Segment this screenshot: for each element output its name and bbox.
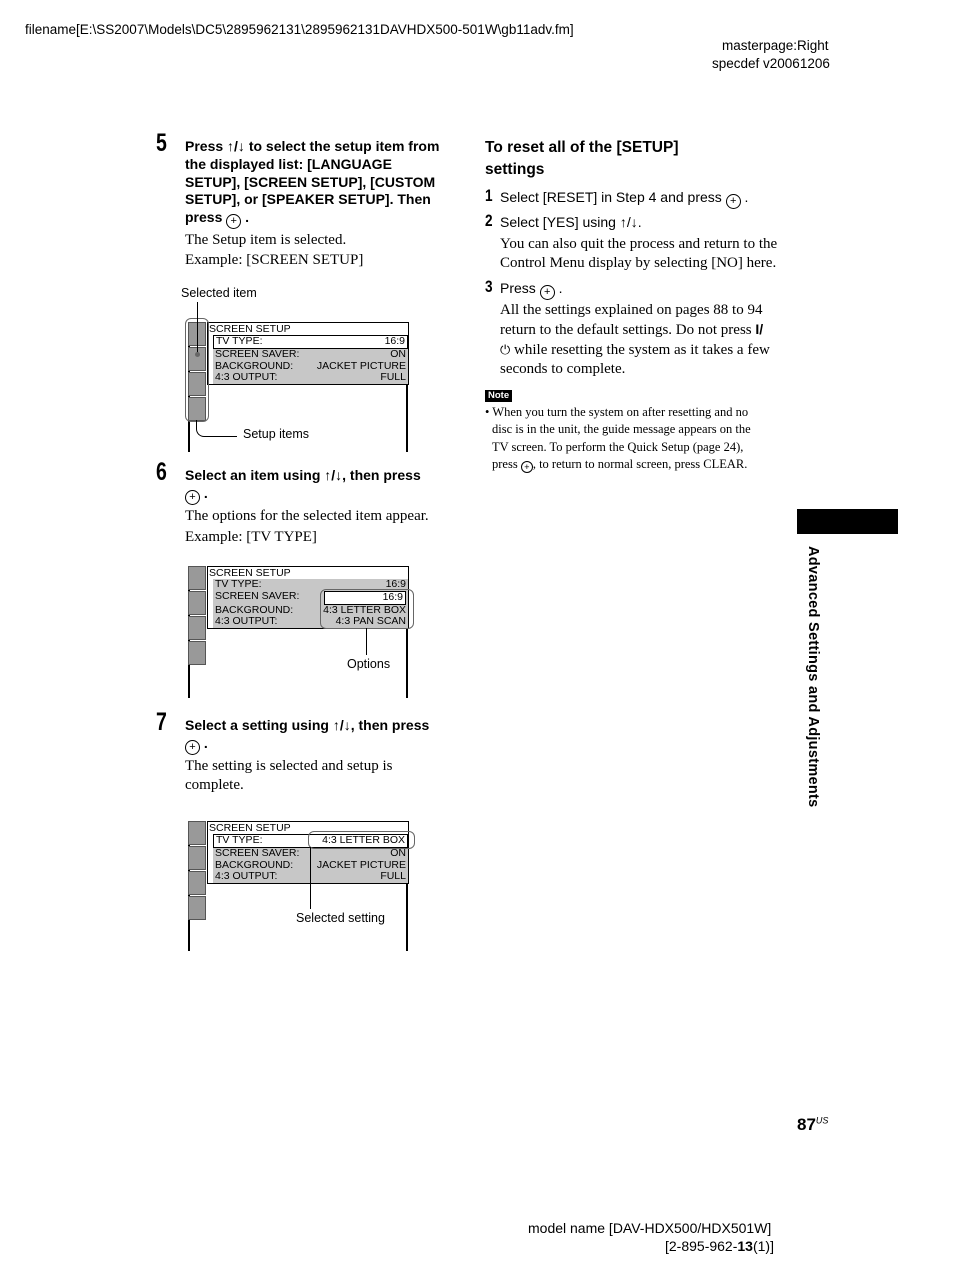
- step7-body-line: The setting is selected and setup is: [185, 758, 393, 774]
- row-label: TV TYPE:: [215, 578, 262, 590]
- step7-body: [185, 757, 392, 795]
- reset-heading: [485, 137, 679, 181]
- header-filename: filename[E:\SS2007\Models\DC5\2895962131\2895962131DAVHDX500-501W\gb11adv.fm]: [25, 22, 574, 37]
- menu-row: [213, 372, 408, 384]
- callout-line: [366, 628, 367, 655]
- reset-step1-number: 1: [485, 186, 493, 205]
- row-value: JACKET PICTURE: [316, 359, 406, 372]
- enter-icon: +: [226, 214, 241, 229]
- step7-title-line: Select a setting using ↑/↓, then press: [185, 717, 430, 733]
- reset-step3-text: Press + .: [500, 280, 563, 298]
- row-value: 4:3 LETTER BOX: [322, 834, 405, 846]
- row-label: TV TYPE:: [216, 834, 263, 846]
- section-title-vertical: Advanced Settings and Adjustments: [805, 546, 821, 808]
- step6-title: Select an item using ↑/↓, then press + .: [185, 467, 465, 505]
- note-line: , to return to normal screen, press CLEAR.: [532, 456, 748, 471]
- step5-number: 5: [156, 129, 167, 157]
- part-no-prefix: [2-895-962-: [665, 1238, 738, 1254]
- enter-icon: +: [540, 285, 555, 300]
- header-specdef: specdef v20061206: [712, 56, 830, 71]
- page-number: [797, 1115, 828, 1135]
- enter-icon: +: [726, 194, 741, 209]
- callout-line: [196, 420, 237, 437]
- row-value: 16:9: [385, 578, 406, 590]
- row-label: BACKGROUND:: [215, 858, 294, 871]
- setup-tab: [188, 566, 206, 590]
- step7-title: Select a setting using ↑/↓, then press + .: [185, 717, 465, 755]
- reset-step3-label: Press: [500, 280, 536, 296]
- power-icon: ⏻: [500, 342, 511, 357]
- row-value: FULL: [380, 371, 406, 384]
- option-value: 4:3 LETTER BOX: [323, 603, 406, 616]
- row-label: 4:3 OUTPUT:: [215, 870, 278, 883]
- reset-step3-body-line: while resetting the system as it takes a few: [514, 342, 770, 358]
- step5-title: Press ↑/↓ to select the setup item from the displayed list: [LANGUAGE SETUP], [SCREEN SETUP], [CUSTOM SETUP], or [SPEAKER SETUP]. Then press + .: [185, 138, 465, 229]
- step7-body-line: complete.: [185, 777, 244, 793]
- caption-setup-items: Setup items: [243, 427, 310, 441]
- reset-step2-number: 2: [485, 211, 493, 230]
- callout-dot: [195, 352, 200, 357]
- setup-tab: [188, 616, 206, 640]
- menu-title: SCREEN SETUP: [209, 822, 291, 834]
- setup-tab: [188, 821, 206, 845]
- setup-tab: [188, 591, 206, 615]
- note-text: [485, 404, 751, 473]
- step7-number: 7: [156, 708, 167, 736]
- note-label: Note: [485, 390, 512, 402]
- row-value: 16:9: [384, 335, 405, 347]
- setup-tab: [188, 641, 206, 665]
- selected-setting-highlight: [308, 831, 415, 849]
- step5-title-line: SETUP], [SCREEN SETUP], [CUSTOM: [185, 173, 436, 190]
- reset-step2-body-line: Control Menu display by selecting [NO] here.: [500, 255, 777, 271]
- reset-step3-body-line: All the settings explained on pages 88 to 94: [500, 302, 763, 318]
- caption-selected-item: Selected item: [181, 286, 257, 300]
- step5-title-line: the displayed list: [LANGUAGE: [185, 155, 392, 172]
- row-label: SCREEN SAVER:: [215, 347, 300, 360]
- part-no-suffix: (1)]: [752, 1238, 774, 1254]
- reset-step2-body-line: You can also quit the process and return to the: [500, 236, 778, 252]
- option-selected: 16:9: [324, 591, 406, 605]
- row-value: FULL: [380, 870, 406, 883]
- footer-model-name: model name [DAV-HDX500/HDX501W]: [528, 1220, 772, 1236]
- setup-item-tabs: [188, 566, 206, 666]
- step6-body-line: The options for the selected item appear.: [185, 508, 429, 524]
- part-no-bold: 13: [737, 1238, 753, 1254]
- section-tab-marker: [797, 509, 898, 534]
- row-value: JACKET PICTURE: [316, 858, 406, 871]
- reset-step1-label: Select [RESET] in Step 4 and press: [500, 189, 722, 205]
- caption-selected-setting: Selected setting: [296, 911, 385, 925]
- note-line: TV screen. To perform the Quick Setup (page 24),: [492, 439, 744, 454]
- note-line: disc is in the unit, the guide message appears on the: [492, 422, 751, 437]
- menu-rows: [213, 335, 408, 384]
- setup-tab: [188, 896, 206, 920]
- step5-title-line: SETUP], or [SPEAKER SETUP]. Then: [185, 191, 431, 208]
- step5-body: [185, 231, 363, 270]
- step6-number: 6: [156, 458, 167, 486]
- setup-tab: [188, 871, 206, 895]
- step6-body: [185, 507, 429, 547]
- reset-step3-body-line: seconds to complete.: [500, 361, 626, 377]
- callout-line: [197, 302, 198, 354]
- step6-body-line: Example: [TV TYPE]: [185, 529, 317, 545]
- enter-icon: +: [521, 461, 533, 473]
- menu-title: SCREEN SETUP: [209, 567, 291, 579]
- menu-row: [213, 349, 408, 361]
- row-label: SCREEN SAVER:: [215, 846, 300, 859]
- reset-step3-body: All the settings explained on pages 88 to 94 return to the default settings. Do not press I/ ⏻ while resetting the system as it takes a few seconds to complete.: [500, 302, 770, 377]
- page-number-suffix: US: [815, 1115, 829, 1126]
- row-value: ON: [390, 846, 406, 859]
- setup-tab: [188, 846, 206, 870]
- reset-step2-text: Select [YES] using ↑/↓.: [500, 214, 642, 230]
- row-label: TV TYPE:: [216, 335, 263, 347]
- setup-item-tabs: [188, 821, 206, 921]
- screen-setup-diagram-2: [188, 566, 408, 696]
- note-line: press: [492, 456, 518, 471]
- row-label: BACKGROUND:: [215, 359, 294, 372]
- row-label: 4:3 OUTPUT:: [215, 615, 278, 628]
- step5-body-line: Example: [SCREEN SETUP]: [185, 252, 364, 268]
- callout-line: [310, 847, 311, 909]
- header-masterpage: masterpage:Right: [722, 38, 829, 53]
- options-highlight: [320, 589, 414, 629]
- page-number-value: 87: [797, 1115, 816, 1134]
- step5-title-line: Press ↑/↓ to select the setup item from: [185, 138, 440, 154]
- row-value: ON: [390, 347, 406, 360]
- step5-body-line: The Setup item is selected.: [185, 232, 347, 248]
- row-label: BACKGROUND:: [215, 603, 294, 616]
- reset-step1-text: Select [RESET] in Step 4 and press + .: [500, 189, 749, 207]
- enter-icon: +: [185, 740, 200, 755]
- step5-title-line: press: [185, 209, 223, 226]
- reset-heading-line: settings: [485, 161, 545, 178]
- note-line: • When you turn the system on after resetting and no: [485, 405, 749, 419]
- row-label: 4:3 OUTPUT:: [215, 371, 278, 384]
- footer-part-number: [665, 1237, 774, 1255]
- menu-row: [213, 335, 408, 349]
- row-label: SCREEN SAVER:: [215, 589, 300, 602]
- menu-title: SCREEN SETUP: [209, 323, 291, 335]
- caption-options: Options: [347, 657, 391, 671]
- enter-icon: +: [185, 490, 200, 505]
- reset-step2-body: [500, 235, 777, 273]
- screen-setup-menu: [207, 322, 409, 385]
- option-value: 4:3 PAN SCAN: [335, 615, 406, 628]
- reset-heading-line: To reset all of the [SETUP]: [485, 139, 679, 156]
- reset-step3-body-line: return to the default settings. Do not press: [500, 322, 752, 338]
- step6-title-line: Select an item using ↑/↓, then press: [185, 467, 421, 483]
- reset-step3-number: 3: [485, 277, 493, 296]
